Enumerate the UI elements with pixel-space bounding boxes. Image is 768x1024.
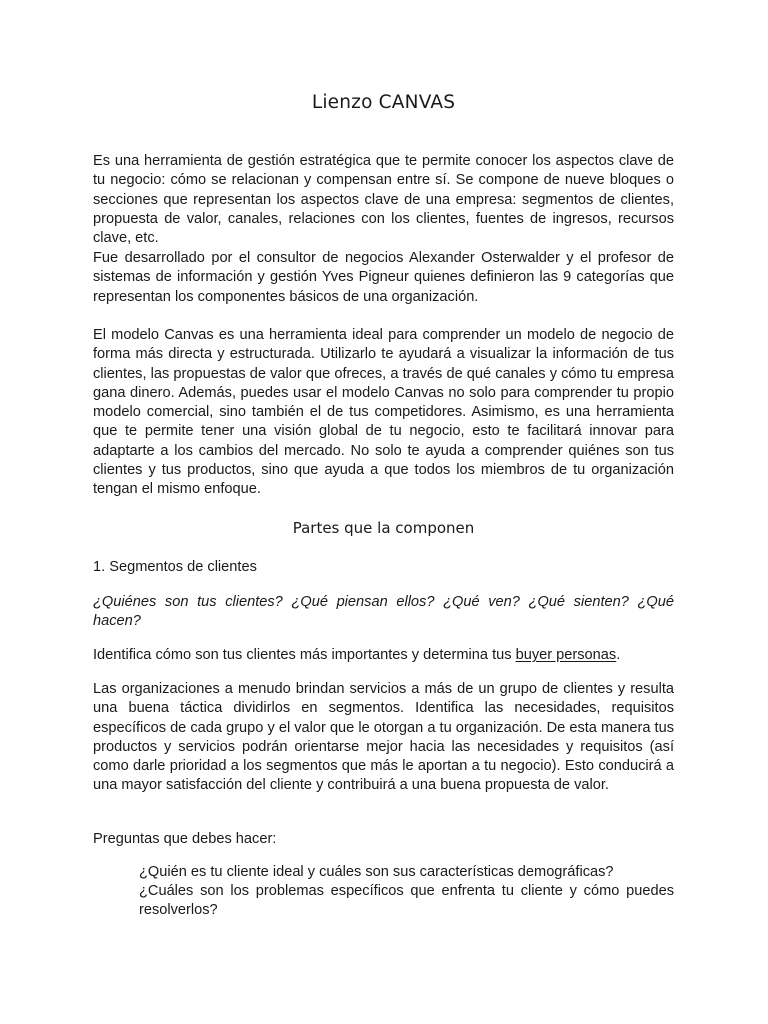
identify-end: .	[616, 647, 621, 663]
questions-label: Preguntas que debes hacer:	[93, 831, 277, 847]
document-title: Lienzo CANVAS	[311, 92, 456, 113]
question-item-1: ¿Quién es tu cliente ideal y cuáles son sus características demográficas?	[139, 864, 614, 880]
identify-paragraph	[93, 646, 674, 665]
intro-paragraph-1: Es una herramienta de gestión estratégica que te permite conocer los aspectos clave de tu negocio: cómo se relacionan y compensan entre sí. Se compone de nueve bloques o secciones que representan los aspectos clave de una empresa: segmentos de clientes, propuesta de valor, canales, relaciones con los clientes, fuentes de ingresos, recursos clave, etc.	[93, 153, 674, 247]
question-item-2: ¿Cuáles son los problemas específicos que enfrenta tu cliente y cómo puedes resolverlos?	[139, 883, 674, 919]
intro-paragraph-2: Fue desarrollado por el consultor de negocios Alexander Osterwalder y el profesor de sistemas de información y gestión Yves Pigneur quienes definieron las 9 categorías que representan los componentes básicos de una organización.	[93, 250, 674, 305]
organizations-paragraph: Las organizaciones a menudo brindan servicios a más de un grupo de clientes y resulta una buena táctica dividirlos en segmentos. Identifica las necesidades, requisitos específicos de cada grupo y el valor que le otorgan a tu organización. De esta manera tus productos y servicios podrán orientarse mejor hacia las necesidades y requisitos (así como darle prioridad a los segmentos que más le aportan a tu negocio). Esto conducirá a una mayor satisfacción del cliente y contribuirá a una buena propuesta de valor.	[93, 681, 674, 794]
model-paragraph: El modelo Canvas es una herramienta ideal para comprender un modelo de negocio de forma más directa y estructurada. Utilizarlo te ayudará a visualizar la información de tus clientes, las propuestas de valor que ofreces, a través de qué canales y cómo tu empresa gana dinero. Además, puedes usar el modelo Canvas no solo para comprender tu propio modelo comercial, sino también el de tus competidores. Asimismo, es una herramienta que te permite tener una visión global de tu negocio, esto te facilitará innovar para adaptarte a los cambios del mercado. No solo te ayuda a comprender quiénes son tus clientes y tus productos, sino que ayuda a que todos los miembros de tu organización tengan el mismo enfoque.	[93, 327, 674, 498]
customer-questions: ¿Quiénes son tus clientes? ¿Qué piensan ellos? ¿Qué ven? ¿Qué sienten? ¿Qué hacen?	[93, 594, 674, 630]
section-heading: Partes que la componen	[292, 519, 475, 537]
identify-text: Identifica cómo son tus clientes más importantes y determina tus	[93, 647, 516, 663]
segment-heading: 1. Segmentos de clientes	[93, 559, 257, 575]
document-page	[93, 0, 674, 1024]
buyer-personas-link[interactable]: buyer personas	[515, 647, 617, 663]
